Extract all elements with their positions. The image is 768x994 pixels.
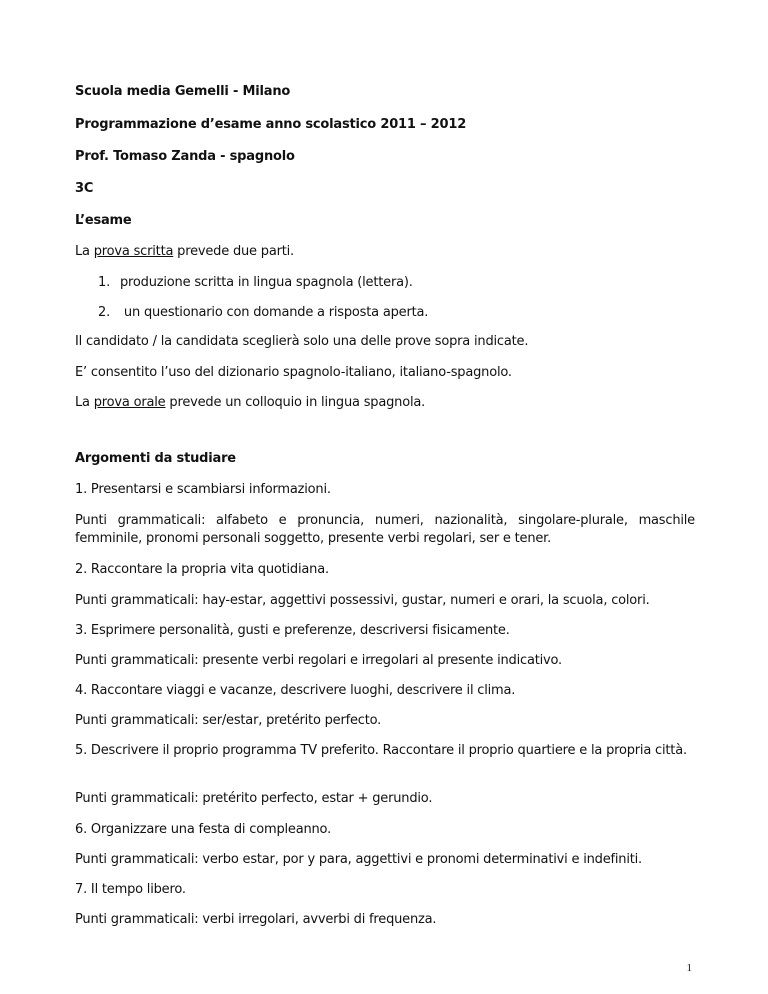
school-title: Scuola media Gemelli - Milano <box>75 84 291 99</box>
oral-exam-line <box>75 394 425 412</box>
list-item <box>98 304 428 322</box>
dictionary-text: E’ consentito l’uso del dizionario spagnolo-italiano, italiano-spagnolo. <box>75 365 512 380</box>
teacher-line: Prof. Tomaso Zanda - spagnolo <box>75 149 295 164</box>
written-post: prevede due parti. <box>173 244 294 259</box>
topic-line: 5. Descrivere il proprio programma TV preferito. Raccontare il proprio quartiere e la propria città. <box>75 743 687 758</box>
topic-line: 1. Presentarsi e scambiarsi informazioni. <box>75 482 331 497</box>
choice-text: Il candidato / la candidata sceglierà solo una delle prove sopra indicate. <box>75 334 529 349</box>
class-label: 3C <box>75 181 94 196</box>
program-title: Programmazione d’esame anno scolastico 2011 – 2012 <box>75 117 467 132</box>
list-number: 2. <box>98 305 111 320</box>
grammar-line: Punti grammaticali: verbi irregolari, avverbi di frequenza. <box>75 912 437 927</box>
topic-line: 2. Raccontare la propria vita quotidiana. <box>75 562 329 577</box>
page-number: 1 <box>686 962 692 974</box>
grammar-line: Punti grammaticali: verbo estar, por y para, aggettivi e pronomi determinativi e indefiniti. <box>75 852 642 867</box>
oral-post: prevede un colloquio in lingua spagnola. <box>165 395 426 410</box>
topic-line: 3. Esprimere personalità, gusti e preferenze, descriversi fisicamente. <box>75 623 510 638</box>
topic-line: 4. Raccontare viaggi e vacanze, descrivere luoghi, descrivere il clima. <box>75 683 516 698</box>
list-number: 1. <box>98 275 111 290</box>
grammar-line: Punti grammaticali: alfabeto e pronuncia, numeri, nazionalità, singolare-plurale, maschile femminile, pronomi personali soggetto, presente verbi regolari, ser e tener. <box>75 513 695 546</box>
argomenti-heading: Argomenti da studiare <box>75 451 236 466</box>
grammar-line: Punti grammaticali: hay-estar, aggettivi possessivi, gustar, numeri e orari, la scuola, colori. <box>75 593 650 608</box>
grammar-line: Punti grammaticali: ser/estar, pretérito perfecto. <box>75 713 382 728</box>
prova-scritta-text: prova scritta <box>93 244 174 259</box>
list-text: un questionario con domande a risposta aperta. <box>120 305 429 320</box>
oral-pre: La <box>75 395 94 410</box>
prova-orale-text: prova orale <box>93 395 166 410</box>
written-exam-line <box>75 243 294 261</box>
esame-heading: L’esame <box>75 213 132 228</box>
grammar-line: Punti grammaticali: presente verbi regolari e irregolari al presente indicativo. <box>75 653 562 668</box>
topic-line: 6. Organizzare una festa di compleanno. <box>75 822 332 837</box>
grammar-line: Punti grammaticali: pretérito perfecto, estar + gerundio. <box>75 791 433 806</box>
written-pre: La <box>75 244 94 259</box>
list-item <box>98 274 413 292</box>
list-text: produzione scritta in lingua spagnola (lettera). <box>120 275 413 290</box>
topic-line: 7. Il tempo libero. <box>75 882 186 897</box>
